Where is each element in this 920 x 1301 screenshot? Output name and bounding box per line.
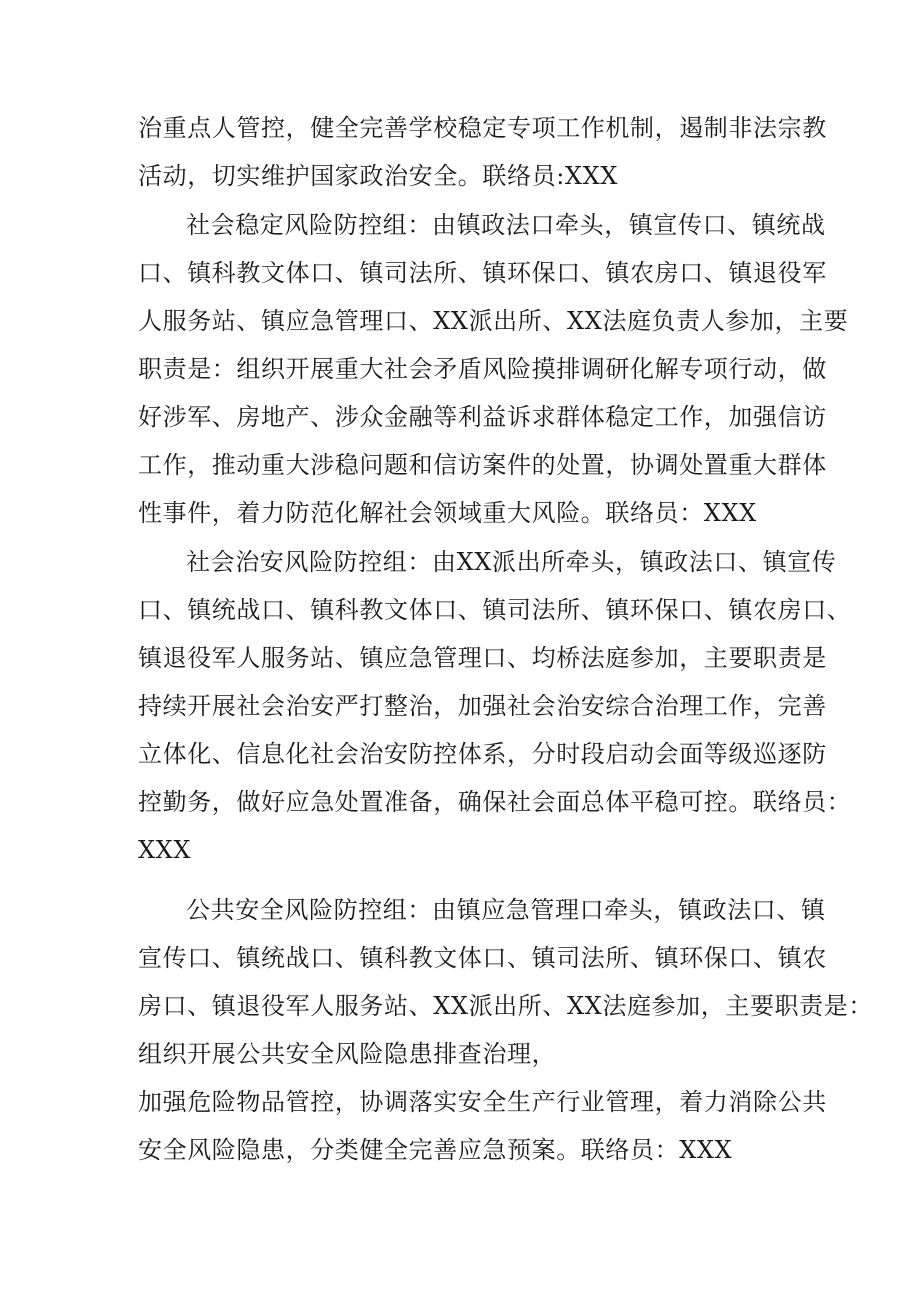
text-line: 工作，推动重大涉稳问题和信访案件的处置，协调处置重大群体 <box>138 451 827 479</box>
paragraph-gap <box>138 874 810 886</box>
text-line: XXX <box>138 836 192 864</box>
paragraph-political-security-tail <box>138 104 827 200</box>
text-line: 立体化、信息化社会治安防控体系，分时段启动会面等级巡逐防 <box>138 740 827 768</box>
text-line: 好涉军、房地产、涉众金融等利益诉求群体稳定工作，加强信访 <box>138 403 827 431</box>
text-line: 安全风险隐患，分类健全完善应急预案。联络员：XXX <box>138 1136 733 1164</box>
paragraph-public-safety-group <box>138 886 873 1174</box>
paragraph-social-stability-group <box>138 201 849 537</box>
text-line: 组织开展公共安全风险隐患排查治理， <box>138 1040 557 1068</box>
text-line: 控勤务，做好应急处置准备，确保社会面总体平稳可控。联络员： <box>138 788 852 816</box>
text-line: 人服务站、镇应急管理口、XX派出所、XX法庭负责人参加，主要 <box>138 307 849 335</box>
text-line: 口、镇科教文体口、镇司法所、镇环保口、镇农房口、镇退役军 <box>138 259 827 287</box>
text-line: 加强危险物品管控，协调落实安全生产行业管理，着力消除公共 <box>138 1088 827 1116</box>
text-line: 持续开展社会治安严打整治，加强社会治安综合治理工作，完善 <box>138 692 827 720</box>
text-line: 治重点人管控，健全完善学校稳定专项工作机制，遏制非法宗教 <box>138 114 827 142</box>
text-line: 口、镇统战口、镇科教文体口、镇司法所、镇环保口、镇农房口、 <box>138 596 852 624</box>
text-line: 房口、镇退役军人服务站、XX派出所、XX法庭参加，主要职责是： <box>138 992 873 1020</box>
text-line: 社会治安风险防控组：由XX派出所牵头，镇政法口、镇宣传 <box>186 548 837 576</box>
text-line: 职责是：组织开展重大社会矛盾风险摸排调研化解专项行动，做 <box>138 355 827 383</box>
text-line: 宣传口、镇统战口、镇科教文体口、镇司法所、镇环保口、镇农 <box>138 944 827 972</box>
paragraph-public-order-group <box>138 538 852 874</box>
text-line: 性事件，着力防范化解社会领域重大风险。联络员：XXX <box>138 499 757 527</box>
text-line: 活动，切实维护国家政治安全。联络员:XXX <box>138 162 618 190</box>
text-line: 镇退役军人服务站、镇应急管理口、均桥法庭参加，主要职责是 <box>138 644 827 672</box>
text-line: 公共安全风险防控组：由镇应急管理口牵头，镇政法口、镇 <box>186 896 826 924</box>
text-line: 社会稳定风险防控组：由镇政法口牵头，镇宣传口、镇统战 <box>186 211 826 239</box>
